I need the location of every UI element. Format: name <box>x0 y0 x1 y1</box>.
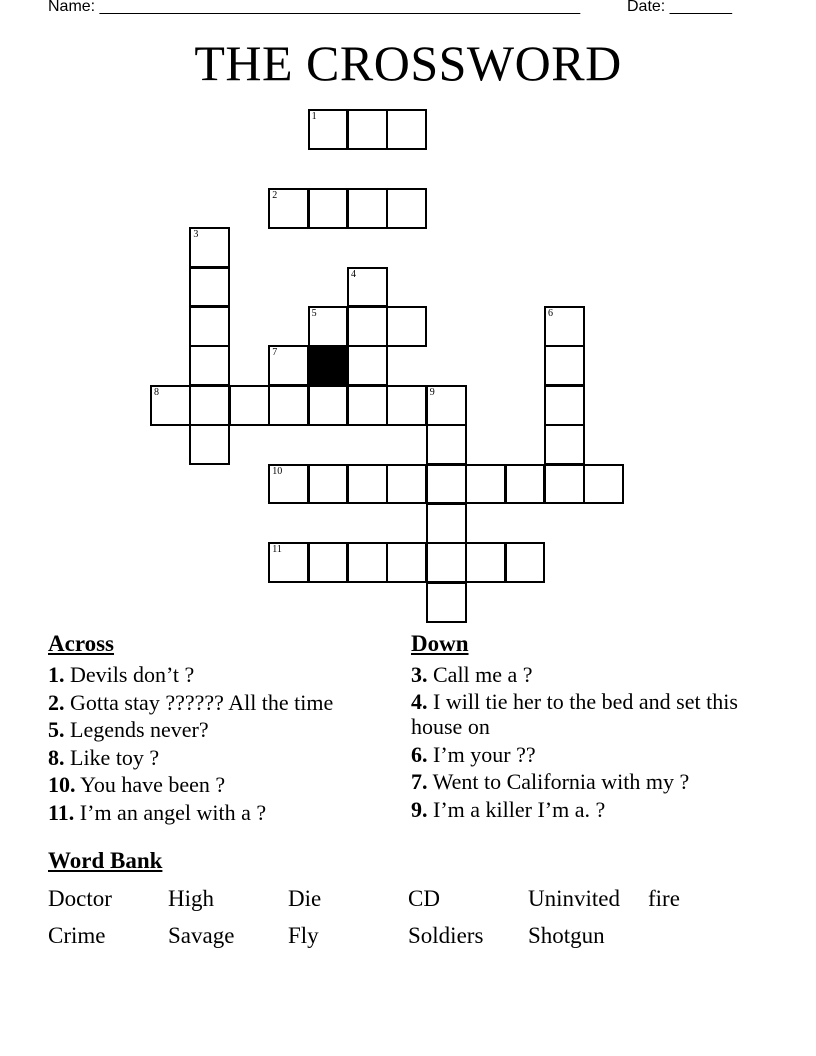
down-clue <box>411 661 771 689</box>
clue-number: 10. <box>48 772 76 797</box>
crossword-cell[interactable] <box>229 385 270 426</box>
crossword-cell[interactable] <box>189 424 230 465</box>
across-clue <box>48 744 333 772</box>
crossword-cell[interactable] <box>544 424 585 465</box>
crossword-cell[interactable] <box>268 188 309 229</box>
crossword-cell[interactable] <box>544 306 585 347</box>
clue-text: Devils don’t ? <box>64 662 195 687</box>
clue-text: You have been ? <box>75 772 226 797</box>
crossword-cell[interactable] <box>268 464 309 505</box>
word-bank-item: Die <box>288 886 322 911</box>
clue-number: 2. <box>48 689 65 715</box>
across-clue <box>48 799 333 827</box>
crossword-cell[interactable] <box>308 188 349 229</box>
crossword-cell[interactable] <box>347 385 388 426</box>
crossword-cell[interactable] <box>386 464 427 505</box>
clue-number: 11. <box>48 799 75 825</box>
blocked-cell <box>308 345 349 386</box>
crossword-cell[interactable] <box>347 306 388 347</box>
crossword-cell[interactable] <box>465 464 506 505</box>
clue-text: I’m an angel with a ? <box>74 799 267 825</box>
crossword-cell[interactable] <box>347 542 388 583</box>
across-clue <box>48 661 333 689</box>
cell-number: 11 <box>272 544 282 556</box>
clue-number: 7. <box>411 769 428 794</box>
clue-text: I’m a killer I’m a. ? <box>427 796 606 822</box>
crossword-cell[interactable] <box>268 385 309 426</box>
across-clue-list <box>48 661 333 826</box>
date-field-label: Date: _______ <box>627 0 732 15</box>
word-bank-item: Shotgun <box>528 923 605 948</box>
clue-text: Gotta stay ?????? All the time <box>64 689 334 715</box>
crossword-cell[interactable] <box>347 267 388 308</box>
down-clue <box>411 768 771 796</box>
word-bank-item: Uninvited <box>528 886 620 911</box>
crossword-cell[interactable] <box>189 306 230 347</box>
word-bank-item: Soldiers <box>408 923 484 948</box>
crossword-cell[interactable] <box>308 109 349 150</box>
crossword-cell[interactable] <box>386 306 427 347</box>
clue-number: 3. <box>411 662 428 687</box>
crossword-cell[interactable] <box>426 385 467 426</box>
crossword-cell[interactable] <box>544 464 585 505</box>
clue-text: Went to California with my ? <box>427 769 690 794</box>
clue-text: I’m your ?? <box>427 741 536 767</box>
crossword-cell[interactable] <box>505 464 546 505</box>
crossword-cell[interactable] <box>189 267 230 308</box>
crossword-cell[interactable] <box>308 385 349 426</box>
word-bank-item: fire <box>648 886 680 911</box>
cell-number: 6 <box>548 308 553 319</box>
crossword-cell[interactable] <box>308 464 349 505</box>
crossword-cell[interactable] <box>189 345 230 386</box>
crossword-cell[interactable] <box>505 542 546 583</box>
name-field-label: Name: ______________________________________________________ <box>48 0 581 15</box>
cell-number: 5 <box>311 308 317 319</box>
crossword-cell[interactable] <box>426 582 467 623</box>
cell-number: 10 <box>272 465 283 477</box>
word-bank-item: Crime <box>48 923 106 948</box>
crossword-cell[interactable] <box>347 109 388 150</box>
crossword-cell[interactable] <box>426 503 467 544</box>
clue-number: 6. <box>411 741 428 767</box>
clue-number: 4. <box>411 688 428 714</box>
down-heading: Down <box>411 631 469 656</box>
crossword-cell[interactable] <box>150 385 191 426</box>
clue-text: Like toy ? <box>64 744 160 770</box>
crossword-cell[interactable] <box>189 385 230 426</box>
across-clue <box>48 771 333 799</box>
crossword-cell[interactable] <box>426 424 467 465</box>
crossword-cell[interactable] <box>426 464 467 505</box>
cell-number: 2 <box>272 189 278 201</box>
cell-number: 1 <box>311 111 317 122</box>
word-bank-item: Fly <box>288 923 319 948</box>
crossword-cell[interactable] <box>347 188 388 229</box>
crossword-cell[interactable] <box>583 464 624 505</box>
crossword-cell[interactable] <box>308 306 349 347</box>
clue-number: 9. <box>411 796 428 822</box>
cell-number: 3 <box>193 229 199 241</box>
down-clue <box>411 689 771 739</box>
clue-number: 1. <box>48 662 65 687</box>
crossword-cell[interactable] <box>544 345 585 386</box>
across-clue <box>48 716 333 744</box>
word-bank-item: High <box>168 886 214 911</box>
across-heading: Across <box>48 631 115 656</box>
crossword-cell[interactable] <box>386 385 427 426</box>
word-bank-item: Doctor <box>48 886 112 911</box>
page-title: THE CROSSWORD <box>194 35 622 91</box>
clue-number: 5. <box>48 717 65 742</box>
word-bank-item: CD <box>408 886 440 911</box>
word-bank-item: Savage <box>168 923 235 948</box>
cell-number: 4 <box>351 268 356 280</box>
clue-number: 8. <box>48 744 65 770</box>
crossword-cell[interactable] <box>465 542 506 583</box>
crossword-cell[interactable] <box>386 188 427 229</box>
crossword-cell[interactable] <box>347 464 388 505</box>
clue-text: Call me a ? <box>427 662 533 687</box>
cell-number: 9 <box>429 386 435 398</box>
down-clue <box>411 741 771 769</box>
cell-number: 7 <box>272 347 278 359</box>
clue-text: I will tie her to the bed and set this house on <box>411 688 738 739</box>
clue-text: Legends never? <box>64 717 209 742</box>
across-clue <box>48 689 333 717</box>
crossword-cell[interactable] <box>308 542 349 583</box>
word-bank-heading: Word Bank <box>48 848 163 873</box>
down-clue <box>411 796 771 824</box>
crossword-cell[interactable] <box>268 345 309 386</box>
crossword-cell[interactable] <box>386 109 427 150</box>
crossword-cell[interactable] <box>189 227 230 268</box>
crossword-cell[interactable] <box>426 542 467 583</box>
crossword-cell[interactable] <box>544 385 585 426</box>
down-clue-list <box>411 661 771 823</box>
crossword-cell[interactable] <box>386 542 427 583</box>
cell-number: 8 <box>154 386 159 398</box>
crossword-cell[interactable] <box>268 542 309 583</box>
crossword-cell[interactable] <box>347 345 388 386</box>
